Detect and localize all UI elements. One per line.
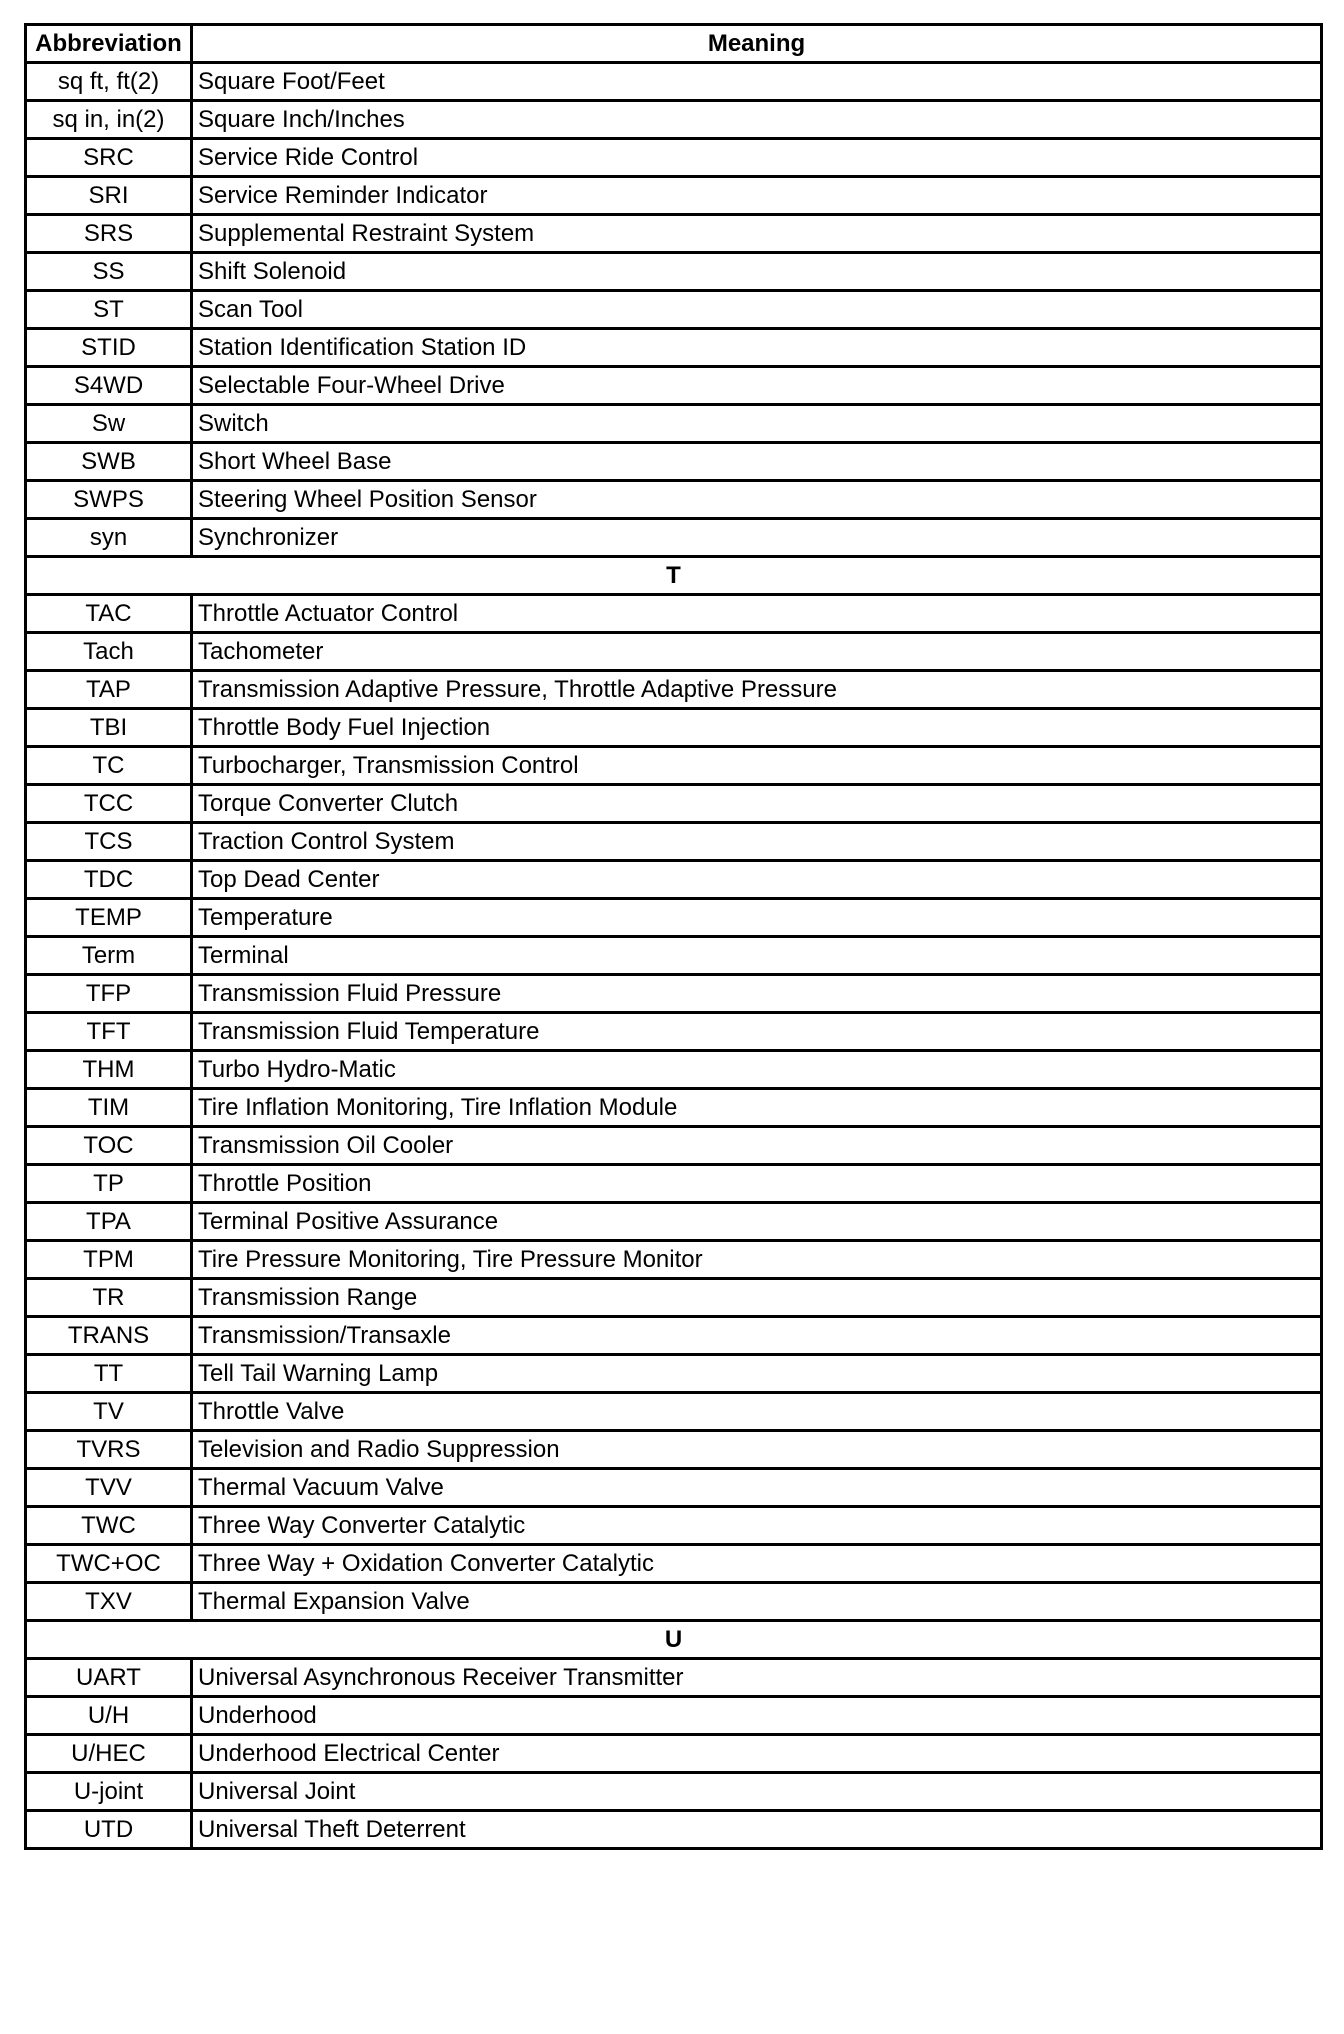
meaning-cell: Tire Inflation Monitoring, Tire Inflation Module (192, 1089, 1322, 1127)
abbreviation-cell: TT (26, 1355, 192, 1393)
abbreviation-cell: sq in, in(2) (26, 101, 192, 139)
table-row (26, 1013, 1322, 1051)
meaning-cell: Torque Converter Clutch (192, 785, 1322, 823)
meaning-cell: Square Foot/Feet (192, 63, 1322, 101)
abbreviation-cell: STID (26, 329, 192, 367)
abbreviation-cell: UTD (26, 1811, 192, 1849)
meaning-cell: Transmission Range (192, 1279, 1322, 1317)
table-row (26, 1735, 1322, 1773)
abbreviation-cell: TDC (26, 861, 192, 899)
abbreviation-cell: TIM (26, 1089, 192, 1127)
table-row (26, 139, 1322, 177)
table-row (26, 291, 1322, 329)
meaning-cell: Transmission Oil Cooler (192, 1127, 1322, 1165)
abbreviation-cell: TFP (26, 975, 192, 1013)
header-abbreviation: Abbreviation (26, 25, 192, 63)
meaning-cell: Tell Tail Warning Lamp (192, 1355, 1322, 1393)
table-row (26, 595, 1322, 633)
meaning-cell: Universal Theft Deterrent (192, 1811, 1322, 1849)
table-row (26, 861, 1322, 899)
table-row (26, 709, 1322, 747)
meaning-cell: Throttle Valve (192, 1393, 1322, 1431)
meaning-cell: Transmission/Transaxle (192, 1317, 1322, 1355)
table-row (26, 823, 1322, 861)
table-row (26, 1545, 1322, 1583)
table-row (26, 899, 1322, 937)
table-row (26, 1165, 1322, 1203)
meaning-cell: Temperature (192, 899, 1322, 937)
table-row (26, 1089, 1322, 1127)
meaning-cell: Short Wheel Base (192, 443, 1322, 481)
abbreviation-cell: SS (26, 253, 192, 291)
meaning-cell: Transmission Fluid Pressure (192, 975, 1322, 1013)
abbreviation-cell: TFT (26, 1013, 192, 1051)
table-row (26, 747, 1322, 785)
meaning-cell: Universal Joint (192, 1773, 1322, 1811)
meaning-cell: Service Reminder Indicator (192, 177, 1322, 215)
meaning-cell: Tire Pressure Monitoring, Tire Pressure Monitor (192, 1241, 1322, 1279)
abbreviation-cell: TV (26, 1393, 192, 1431)
meaning-cell: Turbocharger, Transmission Control (192, 747, 1322, 785)
meaning-cell: Station Identification Station ID (192, 329, 1322, 367)
abbreviation-cell: TP (26, 1165, 192, 1203)
table-row (26, 1279, 1322, 1317)
abbreviation-cell: Term (26, 937, 192, 975)
abbreviation-cell: TPM (26, 1241, 192, 1279)
abbreviation-cell: UART (26, 1659, 192, 1697)
table-row (26, 671, 1322, 709)
abbreviation-cell: TXV (26, 1583, 192, 1621)
abbreviation-cell: SRC (26, 139, 192, 177)
abbreviation-table (24, 23, 1323, 1850)
abbreviation-cell: TAP (26, 671, 192, 709)
meaning-cell: Traction Control System (192, 823, 1322, 861)
abbreviation-cell: Tach (26, 633, 192, 671)
meaning-cell: Switch (192, 405, 1322, 443)
abbreviation-cell: S4WD (26, 367, 192, 405)
table-row (26, 443, 1322, 481)
table-row (26, 1773, 1322, 1811)
table-row (26, 633, 1322, 671)
abbreviation-cell: THM (26, 1051, 192, 1089)
table-row (26, 1659, 1322, 1697)
meaning-cell: Terminal (192, 937, 1322, 975)
abbreviation-cell: TVV (26, 1469, 192, 1507)
meaning-cell: Transmission Fluid Temperature (192, 1013, 1322, 1051)
table-row (26, 1507, 1322, 1545)
meaning-cell: Square Inch/Inches (192, 101, 1322, 139)
abbreviation-cell: TVRS (26, 1431, 192, 1469)
table-row (26, 101, 1322, 139)
table-row (26, 1811, 1322, 1849)
meaning-cell: Three Way + Oxidation Converter Catalytic (192, 1545, 1322, 1583)
abbreviation-cell: TCS (26, 823, 192, 861)
meaning-cell: Top Dead Center (192, 861, 1322, 899)
table-row (26, 1393, 1322, 1431)
meaning-cell: Underhood (192, 1697, 1322, 1735)
meaning-cell: Synchronizer (192, 519, 1322, 557)
table-row (26, 1469, 1322, 1507)
meaning-cell: Terminal Positive Assurance (192, 1203, 1322, 1241)
table-row (26, 937, 1322, 975)
table-row (26, 253, 1322, 291)
abbreviation-cell: TC (26, 747, 192, 785)
table-row (26, 1697, 1322, 1735)
abbreviation-cell: TOC (26, 1127, 192, 1165)
meaning-cell: Television and Radio Suppression (192, 1431, 1322, 1469)
table-row (26, 1241, 1322, 1279)
table-row (26, 215, 1322, 253)
table-row (26, 1583, 1322, 1621)
abbreviation-cell: TBI (26, 709, 192, 747)
meaning-cell: Supplemental Restraint System (192, 215, 1322, 253)
table-row (26, 1051, 1322, 1089)
meaning-cell: Selectable Four-Wheel Drive (192, 367, 1322, 405)
abbreviation-cell: SWPS (26, 481, 192, 519)
abbreviation-cell: SWB (26, 443, 192, 481)
table-row (26, 63, 1322, 101)
abbreviation-cell: TWC (26, 1507, 192, 1545)
table-row (26, 177, 1322, 215)
table-row (26, 519, 1322, 557)
abbreviation-cell: U-joint (26, 1773, 192, 1811)
meaning-cell: Throttle Position (192, 1165, 1322, 1203)
table-row (26, 405, 1322, 443)
meaning-cell: Shift Solenoid (192, 253, 1322, 291)
abbreviation-cell: TR (26, 1279, 192, 1317)
meaning-cell: Three Way Converter Catalytic (192, 1507, 1322, 1545)
table-row (26, 785, 1322, 823)
abbreviation-cell: SRS (26, 215, 192, 253)
abbreviation-cell: U/H (26, 1697, 192, 1735)
meaning-cell: Underhood Electrical Center (192, 1735, 1322, 1773)
meaning-cell: Universal Asynchronous Receiver Transmitter (192, 1659, 1322, 1697)
table-row (26, 329, 1322, 367)
abbreviation-cell: SRI (26, 177, 192, 215)
meaning-cell: Turbo Hydro-Matic (192, 1051, 1322, 1089)
abbreviation-cell: syn (26, 519, 192, 557)
table-row (26, 1317, 1322, 1355)
meaning-cell: Thermal Expansion Valve (192, 1583, 1322, 1621)
abbreviation-cell: TCC (26, 785, 192, 823)
meaning-cell: Service Ride Control (192, 139, 1322, 177)
abbreviation-cell: sq ft, ft(2) (26, 63, 192, 101)
table-row (26, 975, 1322, 1013)
table-row (26, 1127, 1322, 1165)
section-letter: T (26, 557, 1322, 595)
meaning-cell: Scan Tool (192, 291, 1322, 329)
abbreviation-cell: U/HEC (26, 1735, 192, 1773)
abbreviation-cell: Sw (26, 405, 192, 443)
header-row (26, 25, 1322, 63)
section-letter: U (26, 1621, 1322, 1659)
table-row (26, 1203, 1322, 1241)
meaning-cell: Tachometer (192, 633, 1322, 671)
table-row (26, 1355, 1322, 1393)
abbreviation-cell: TAC (26, 595, 192, 633)
abbreviation-cell: ST (26, 291, 192, 329)
abbreviation-cell: TPA (26, 1203, 192, 1241)
header-meaning: Meaning (192, 25, 1322, 63)
abbreviation-cell: TRANS (26, 1317, 192, 1355)
meaning-cell: Throttle Actuator Control (192, 595, 1322, 633)
abbreviation-cell: TWC+OC (26, 1545, 192, 1583)
section-row (26, 1621, 1322, 1659)
meaning-cell: Thermal Vacuum Valve (192, 1469, 1322, 1507)
meaning-cell: Steering Wheel Position Sensor (192, 481, 1322, 519)
table-body (26, 63, 1322, 1849)
table-row (26, 367, 1322, 405)
table-row (26, 1431, 1322, 1469)
meaning-cell: Throttle Body Fuel Injection (192, 709, 1322, 747)
abbreviation-cell: TEMP (26, 899, 192, 937)
meaning-cell: Transmission Adaptive Pressure, Throttle Adaptive Pressure (192, 671, 1322, 709)
section-row (26, 557, 1322, 595)
table-row (26, 481, 1322, 519)
